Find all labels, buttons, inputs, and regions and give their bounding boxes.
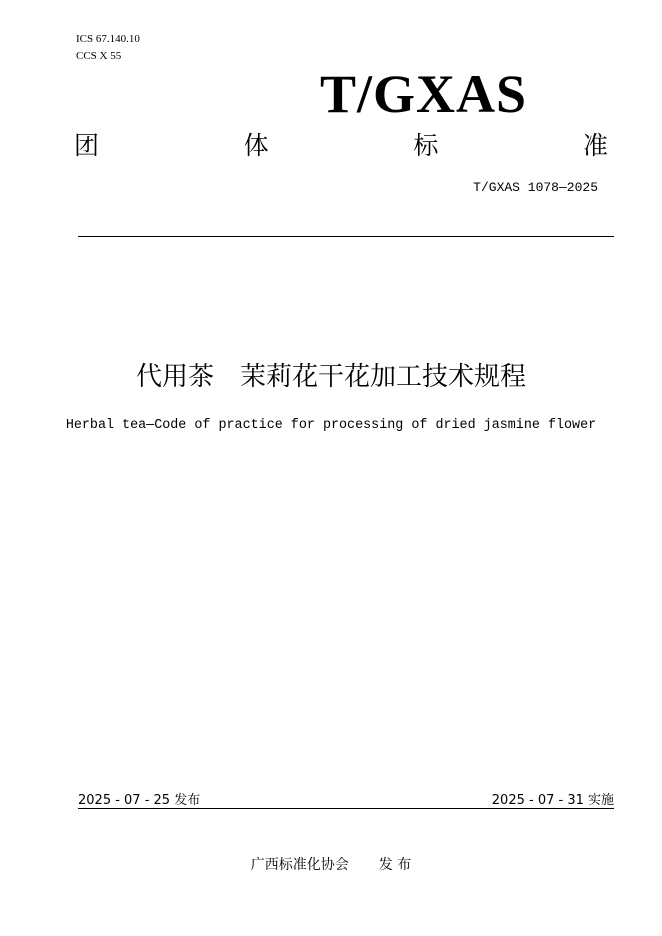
standard-type (74, 128, 608, 160)
bottom-divider (78, 808, 614, 809)
issuer-action: 发 布 (378, 857, 412, 873)
issuer-line (0, 854, 662, 874)
standard-type-char: 体 (243, 131, 269, 160)
standard-type-char: 准 (582, 131, 608, 160)
standard-type-char: 标 (413, 131, 439, 160)
title-chinese: 代用茶 茉莉花干花加工技术规程 (135, 362, 526, 392)
classification-block (76, 31, 140, 65)
issuer-organization: 广西标准化协会 (250, 857, 349, 873)
ccs-code: CCS X 55 (76, 50, 122, 62)
standard-code: T/GXAS 1078—2025 (473, 180, 598, 195)
standard-logo: T/GXAS (320, 64, 528, 124)
publish-date: 2025 - 07 - 25 发布 (78, 793, 201, 808)
ics-code: ICS 67.140.10 (76, 33, 140, 45)
implementation-date: 2025 - 07 - 31 实施 (491, 793, 614, 808)
title-english: Herbal tea—Code of practice for processing of dried jasmine flower (65, 418, 597, 433)
standard-type-char: 团 (74, 131, 100, 160)
top-divider (78, 236, 614, 237)
